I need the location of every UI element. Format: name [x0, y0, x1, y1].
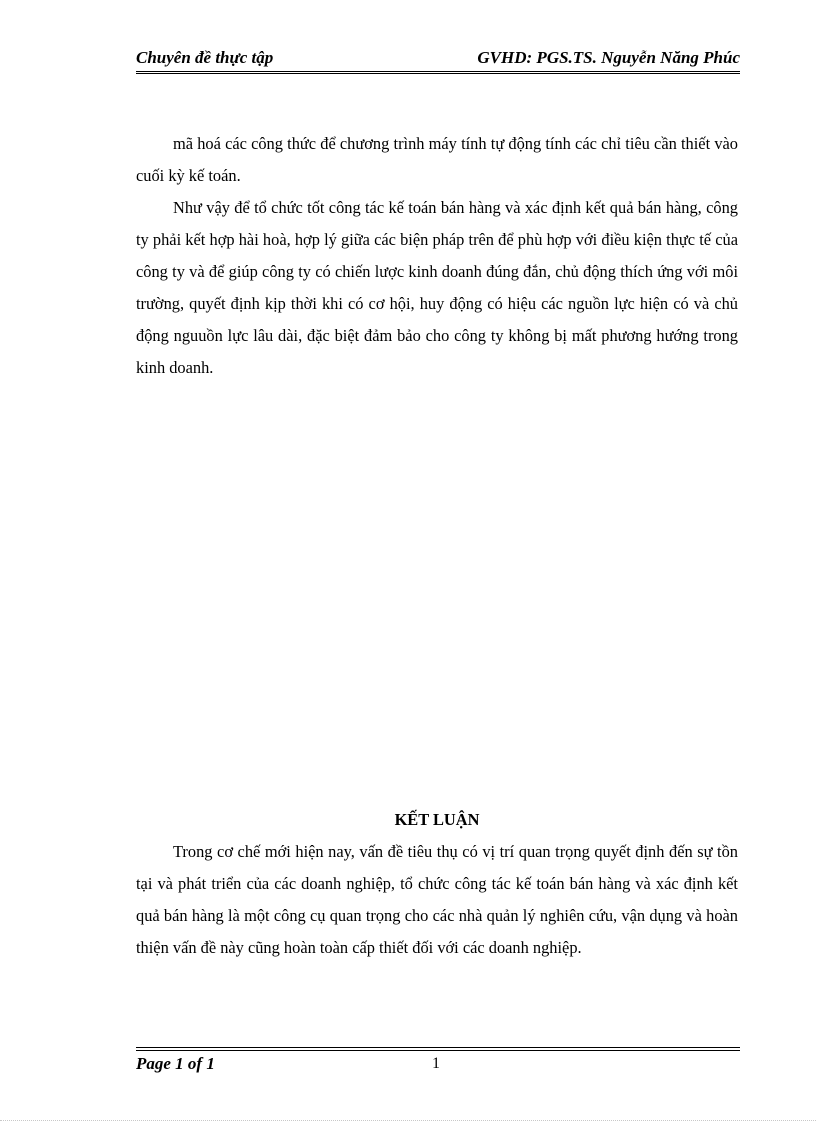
- footer-page-label: Page 1 of 1: [136, 1054, 215, 1073]
- footer-rule: [136, 1047, 740, 1051]
- header-supervisor: GVHD: PGS.TS. Nguyễn Năng Phúc: [477, 48, 740, 67]
- footer-page-number: 1: [432, 1055, 440, 1072]
- body-section: [136, 128, 738, 384]
- conclusion-paragraph: Trong cơ chế mới hiện nay, vấn đề tiêu thụ có vị trí quan trọng quyết định đến sự tồn tại và phát triển của các doanh nghiệp, tổ chức công tác kế toán bán hàng và xác định kết quả bán hàng là một công cụ quan trọng cho các nhà quản lý nghiên cứu, vận dụng và hoàn thiện vấn đề này cũng hoàn toàn cấp thiết đối với các doanh nghiệp.: [136, 842, 738, 957]
- header-title: Chuyên đề thực tập: [136, 48, 274, 67]
- page-boundary: [0, 1120, 816, 1121]
- page-header: [136, 48, 740, 72]
- conclusion-heading: KẾT LUẬN: [394, 810, 480, 829]
- header-rule: [136, 71, 740, 74]
- paragraph-continuation: mã hoá các công thức để chương trình máy tính tự động tính các chỉ tiêu cần thiết vào cuối kỳ kế toán.: [136, 134, 738, 185]
- conclusion-section: [136, 836, 738, 964]
- paragraph-summary: Như vậy để tổ chức tốt công tác kế toán bán hàng và xác định kết quả bán hàng, công ty phải kết hợp hài hoà, hợp lý giữa các biện pháp trên để phù hợp với điều kiện thực tế của công ty và để giúp công ty có chiến lược kinh doanh đúng đắn, chủ động thích ứng với môi trường, quyết định kịp thời khi có cơ hội, huy động có hiệu các nguồn lực hiện có và chủ động nguuồn lực lâu dài, đặc biệt đảm bảo cho công ty không bị mất phương hướng trong kinh doanh.: [136, 198, 738, 377]
